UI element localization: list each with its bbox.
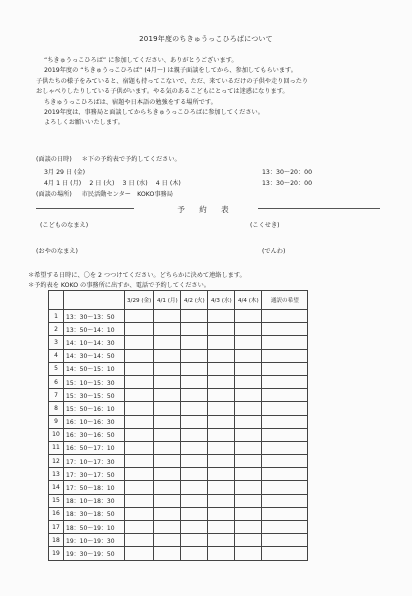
table-row — [49, 389, 308, 402]
slot-choice-cell[interactable] — [208, 362, 235, 375]
slot-choice-cell[interactable] — [154, 349, 181, 362]
slot-choice-cell[interactable] — [181, 481, 208, 494]
slot-choice-cell[interactable] — [181, 389, 208, 402]
slot-choice-cell[interactable] — [235, 389, 262, 402]
table-row — [49, 547, 308, 560]
interpreter-cell[interactable] — [262, 402, 308, 415]
interpreter-cell[interactable] — [262, 375, 308, 388]
slot-choice-cell[interactable] — [154, 507, 181, 520]
header-cell-date: 4/2 (火) — [181, 291, 208, 310]
slot-number: 17 — [49, 521, 64, 534]
slot-number: 8 — [49, 402, 64, 415]
slot-choice-cell[interactable] — [208, 494, 235, 507]
slot-choice-cell[interactable] — [181, 468, 208, 481]
slot-number: 16 — [49, 507, 64, 520]
slot-choice-cell[interactable] — [181, 402, 208, 415]
intro-line: よろしくお願いいたします。 — [44, 119, 124, 127]
slot-choice-cell[interactable] — [125, 428, 154, 441]
slot-time: 17：30〜17：50 — [64, 468, 125, 481]
slot-choice-cell[interactable] — [154, 310, 181, 323]
slot-choice-cell[interactable] — [235, 336, 262, 349]
reservation-heading: 予 約 表 — [177, 205, 235, 214]
slot-choice-cell[interactable] — [154, 534, 181, 547]
schedule-place-value: 市民活動センター KOKO事務局 — [81, 191, 173, 198]
slot-choice-cell[interactable] — [235, 415, 262, 428]
slot-choice-cell[interactable] — [235, 547, 262, 560]
slot-choice-cell[interactable] — [235, 402, 262, 415]
slot-choice-cell[interactable] — [235, 507, 262, 520]
slot-choice-cell[interactable] — [154, 428, 181, 441]
slot-number: 14 — [49, 481, 64, 494]
slot-choice-cell[interactable] — [181, 415, 208, 428]
slot-choice-cell[interactable] — [125, 494, 154, 507]
slot-choice-cell[interactable] — [235, 481, 262, 494]
slot-number: 11 — [49, 441, 64, 454]
phone-label: (でんわ) — [262, 248, 286, 255]
slot-choice-cell[interactable] — [235, 323, 262, 336]
schedule-header — [36, 154, 181, 163]
interpreter-cell[interactable] — [262, 323, 308, 336]
reservation-table — [48, 290, 308, 561]
slot-time: 13：50〜14：10 — [64, 323, 125, 336]
slot-time: 18：10〜18：30 — [64, 494, 125, 507]
slot-time: 18：30〜18：50 — [64, 507, 125, 520]
slot-choice-cell[interactable] — [181, 349, 208, 362]
slot-choice-cell[interactable] — [181, 336, 208, 349]
note-line: ＊予約表を KOKO の事務所に出すか、電話で予約してください。 — [28, 282, 210, 289]
slot-time: 17：10〜17：30 — [64, 455, 125, 468]
slot-choice-cell[interactable] — [125, 375, 154, 388]
slot-choice-cell[interactable] — [235, 468, 262, 481]
slot-choice-cell[interactable] — [181, 455, 208, 468]
slot-choice-cell[interactable] — [208, 441, 235, 454]
slot-choice-cell[interactable] — [235, 494, 262, 507]
slot-choice-cell[interactable] — [154, 336, 181, 349]
interpreter-cell[interactable] — [262, 441, 308, 454]
table-row — [49, 375, 308, 388]
header-cell-date: 4/4 (木) — [235, 291, 262, 310]
slot-choice-cell[interactable] — [208, 336, 235, 349]
slot-choice-cell[interactable] — [235, 349, 262, 362]
slot-choice-cell[interactable] — [208, 375, 235, 388]
slot-choice-cell[interactable] — [154, 455, 181, 468]
slot-choice-cell[interactable] — [154, 389, 181, 402]
slot-number: 5 — [49, 362, 64, 375]
intro-line: 2019年度の “ちきゅうっこひろば” (4月〜) は親子面談をしてから、参加してもらいます。 — [44, 67, 297, 75]
slot-choice-cell[interactable] — [154, 468, 181, 481]
slot-choice-cell[interactable] — [154, 441, 181, 454]
page-title: 2019年度のちきゅうっこひろばについて — [139, 35, 273, 43]
schedule-date-note: ＊下の予約表で予約してください。 — [81, 156, 181, 163]
table-row — [49, 455, 308, 468]
interpreter-cell[interactable] — [262, 362, 308, 375]
slot-choice-cell[interactable] — [235, 310, 262, 323]
slot-time: 13：30〜13：50 — [64, 310, 125, 323]
interpreter-cell[interactable] — [262, 507, 308, 520]
slot-choice-cell[interactable] — [154, 362, 181, 375]
slot-number: 13 — [49, 468, 64, 481]
table-row — [49, 415, 308, 428]
interpreter-cell[interactable] — [262, 428, 308, 441]
intro-line: 2019年度は、事務局と面談してからちきゅうっこひろばに参加してください。 — [44, 109, 264, 117]
table-row — [49, 402, 308, 415]
header-cell-date: 3/29 (金) — [125, 291, 154, 310]
slot-time: 17：50〜18：10 — [64, 481, 125, 494]
table-row — [49, 428, 308, 441]
slot-number: 9 — [49, 415, 64, 428]
slot-choice-cell[interactable] — [181, 362, 208, 375]
slot-number: 7 — [49, 389, 64, 402]
slot-choice-cell[interactable] — [154, 323, 181, 336]
slot-number: 15 — [49, 494, 64, 507]
slot-choice-cell[interactable] — [208, 389, 235, 402]
intro-text — [36, 56, 381, 129]
slot-choice-cell[interactable] — [208, 455, 235, 468]
slot-time: 19：30〜19：50 — [64, 547, 125, 560]
interpreter-cell[interactable] — [262, 336, 308, 349]
slot-choice-cell[interactable] — [125, 402, 154, 415]
slot-choice-cell[interactable] — [154, 402, 181, 415]
interpreter-cell[interactable] — [262, 534, 308, 547]
slot-choice-cell[interactable] — [208, 521, 235, 534]
slot-choice-cell[interactable] — [181, 534, 208, 547]
slot-time: 14：10〜14：30 — [64, 336, 125, 349]
slot-choice-cell[interactable] — [125, 310, 154, 323]
slot-choice-cell[interactable] — [125, 468, 154, 481]
header-cell-date: 4/3 (水) — [208, 291, 235, 310]
slot-choice-cell[interactable] — [235, 455, 262, 468]
schedule-line1-dates: 3月 29 日 (金) — [44, 169, 86, 176]
slot-choice-cell[interactable] — [125, 336, 154, 349]
slot-choice-cell[interactable] — [235, 428, 262, 441]
slot-choice-cell[interactable] — [235, 534, 262, 547]
interpreter-cell[interactable] — [262, 468, 308, 481]
interpreter-cell[interactable] — [262, 455, 308, 468]
slot-choice-cell[interactable] — [181, 375, 208, 388]
slot-time: 15：10〜15：30 — [64, 375, 125, 388]
slot-choice-cell[interactable] — [208, 507, 235, 520]
slot-number: 4 — [49, 349, 64, 362]
slot-choice-cell[interactable] — [208, 323, 235, 336]
table-row — [49, 310, 308, 323]
interpreter-cell[interactable] — [262, 415, 308, 428]
intro-line: “ちきゅうっこひろば” に参加してください、ありがとうございます。 — [44, 57, 238, 64]
slot-choice-cell[interactable] — [235, 521, 262, 534]
slot-time: 15：30〜15：50 — [64, 389, 125, 402]
intro-line: 子供たちの様子をみていると、宿題も持ってこないで、ただ、来ているだけの子供や走り回ったり — [36, 77, 309, 85]
table-row — [49, 494, 308, 507]
slot-choice-cell[interactable] — [208, 534, 235, 547]
interpreter-cell[interactable] — [262, 481, 308, 494]
slot-time: 16：10〜16：30 — [64, 415, 125, 428]
slot-choice-cell[interactable] — [154, 547, 181, 560]
table-row — [49, 468, 308, 481]
slot-choice-cell[interactable] — [208, 468, 235, 481]
interpreter-cell[interactable] — [262, 521, 308, 534]
slot-number: 3 — [49, 336, 64, 349]
slot-time: 18：50〜19：10 — [64, 521, 125, 534]
slot-choice-cell[interactable] — [154, 494, 181, 507]
header-cell-number — [49, 291, 64, 310]
slot-choice-cell[interactable] — [125, 481, 154, 494]
slot-time: 16：50〜17：10 — [64, 441, 125, 454]
slot-choice-cell[interactable] — [125, 441, 154, 454]
table-header-row — [49, 291, 308, 310]
slot-number: 19 — [49, 547, 64, 560]
table-row — [49, 481, 308, 494]
table-row — [49, 336, 308, 349]
slot-choice-cell[interactable] — [208, 547, 235, 560]
slot-choice-cell[interactable] — [235, 441, 262, 454]
slot-choice-cell[interactable] — [125, 455, 154, 468]
slot-choice-cell[interactable] — [125, 547, 154, 560]
slot-time: 14：50〜15：10 — [64, 362, 125, 375]
interpreter-cell[interactable] — [262, 494, 308, 507]
schedule-line2-time: 13：30〜20：00 — [262, 180, 313, 187]
slot-choice-cell[interactable] — [154, 415, 181, 428]
table-row — [49, 349, 308, 362]
table-row — [49, 507, 308, 520]
header-cell-date: 4/1 (月) — [154, 291, 181, 310]
header-cell-interpreter: 通訳の希望 — [262, 291, 308, 310]
child-name-label: (こどものなまえ) — [40, 222, 89, 229]
slot-choice-cell[interactable] — [208, 349, 235, 362]
slot-choice-cell[interactable] — [181, 494, 208, 507]
slot-time: 15：50〜16：10 — [64, 402, 125, 415]
slot-choice-cell[interactable] — [181, 441, 208, 454]
slot-choice-cell[interactable] — [154, 375, 181, 388]
slot-choice-cell[interactable] — [125, 323, 154, 336]
slot-time: 16：30〜16：50 — [64, 428, 125, 441]
table-row — [49, 362, 308, 375]
interpreter-cell[interactable] — [262, 547, 308, 560]
schedule-place — [36, 189, 173, 198]
slot-choice-cell[interactable] — [235, 362, 262, 375]
schedule-line2-dates: 4月 1 日 (月) 2 日 (火) 3 日 (水) 4 日 (木) — [44, 180, 181, 187]
slot-choice-cell[interactable] — [125, 507, 154, 520]
slot-choice-cell[interactable] — [181, 507, 208, 520]
note-line: ＊希望する日時に、〇を 2 つつけてください。どちらかに決めて連絡します。 — [28, 272, 246, 279]
slot-choice-cell[interactable] — [208, 415, 235, 428]
slot-number: 10 — [49, 428, 64, 441]
slot-time: 19：10〜19：30 — [64, 534, 125, 547]
slot-choice-cell[interactable] — [125, 362, 154, 375]
table-row — [49, 534, 308, 547]
divider-right — [258, 208, 380, 209]
slot-choice-cell[interactable] — [154, 481, 181, 494]
interpreter-cell[interactable] — [262, 310, 308, 323]
interpreter-cell[interactable] — [262, 349, 308, 362]
slot-choice-cell[interactable] — [208, 310, 235, 323]
schedule-place-label: (面談の場所) — [36, 191, 72, 198]
slot-time: 14：30〜14：50 — [64, 349, 125, 362]
schedule-date-label: (面談の日時) — [36, 156, 72, 163]
slot-choice-cell[interactable] — [125, 389, 154, 402]
slot-number: 12 — [49, 455, 64, 468]
slot-choice-cell[interactable] — [235, 375, 262, 388]
nationality-label: (こくせき) — [250, 222, 280, 229]
slot-number: 1 — [49, 310, 64, 323]
slot-choice-cell[interactable] — [154, 521, 181, 534]
slot-choice-cell[interactable] — [208, 481, 235, 494]
slot-choice-cell[interactable] — [181, 323, 208, 336]
slot-choice-cell[interactable] — [181, 547, 208, 560]
slot-choice-cell[interactable] — [181, 428, 208, 441]
header-cell-time — [64, 291, 125, 310]
slot-number: 18 — [49, 534, 64, 547]
schedule-line1-time: 13：30〜20：00 — [262, 169, 313, 176]
slot-choice-cell[interactable] — [181, 310, 208, 323]
slot-number: 6 — [49, 375, 64, 388]
intro-line: おしゃべりしたりしている子供がいます。やる気のあるこどもにとっては迷惑になります。 — [36, 88, 289, 96]
parent-name-label: (おやのなまえ) — [36, 248, 78, 255]
intro-line: ちきゅうっこひろばは、宿題や日本語の勉強をする場所です。 — [44, 98, 217, 106]
slot-choice-cell[interactable] — [208, 428, 235, 441]
slot-choice-cell[interactable] — [208, 402, 235, 415]
table-row — [49, 521, 308, 534]
table-row — [49, 441, 308, 454]
table-row — [49, 323, 308, 336]
interpreter-cell[interactable] — [262, 389, 308, 402]
slot-choice-cell[interactable] — [181, 521, 208, 534]
slot-choice-cell[interactable] — [125, 349, 154, 362]
slot-choice-cell[interactable] — [125, 534, 154, 547]
slot-choice-cell[interactable] — [125, 521, 154, 534]
slot-number: 2 — [49, 323, 64, 336]
table-body — [49, 310, 308, 561]
slot-choice-cell[interactable] — [125, 415, 154, 428]
